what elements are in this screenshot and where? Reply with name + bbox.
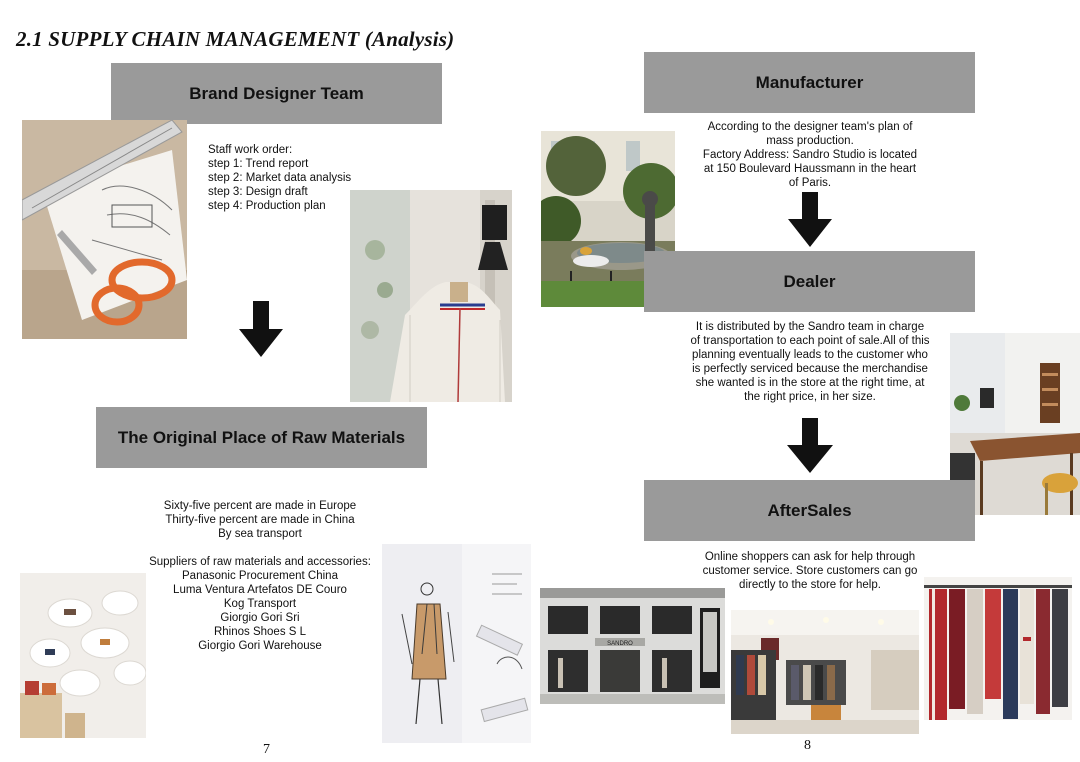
brand-designer-team-box <box>111 63 442 124</box>
accessories-shelf-photo <box>20 573 146 738</box>
manufacturer-line-4: at 150 Boulevard Haussmann in the heart <box>703 163 917 175</box>
page-title: 2.1 SUPPLY CHAIN MANAGEMENT (Analysis) <box>16 27 455 51</box>
dealer-line-3: planning eventually leads to the customer who <box>692 349 928 361</box>
down-arrow-icon <box>239 301 283 357</box>
manufacturer-line-1: According to the designer team's plan of <box>707 121 913 133</box>
manufacturer-box <box>644 52 975 113</box>
dealer-box <box>644 251 975 312</box>
origin-line-2: Thirty-five percent are made in China <box>165 514 355 526</box>
staff-step-2: step 2: Market data analysis <box>208 172 352 184</box>
fashion-sketch-photo <box>382 544 531 743</box>
aftersales-text <box>680 550 940 592</box>
store-interior-photo <box>731 610 919 734</box>
brand-designer-team-label: Brand Designer Team <box>189 83 364 103</box>
mannequin-photo <box>350 190 512 402</box>
store-sign-label: SANDRO <box>607 641 633 647</box>
aftersales-label: AfterSales <box>767 500 852 520</box>
aftersales-line-2: customer service. Store customers can go <box>702 565 918 577</box>
manufacturer-line-3: Factory Address: Sandro Studio is located <box>702 149 918 161</box>
dealer-line-5: she wanted is in the store at the right time, at <box>695 377 925 389</box>
clothing-rack-photo <box>924 577 1072 720</box>
origin-line-3: By sea transport <box>218 528 302 540</box>
manufacturer-text <box>680 120 940 190</box>
aftersales-line-1: Online shoppers can ask for help through <box>704 551 916 563</box>
page-number-right: 8 <box>804 738 811 753</box>
raw-materials-label: The Original Place of Raw Materials <box>117 427 406 447</box>
origin-line-1: Sixty-five percent are made in Europe <box>163 500 357 512</box>
origin-text <box>130 499 390 653</box>
dealer-line-1: It is distributed by the Sandro team in charge <box>695 321 925 333</box>
supplier-2: Luma Ventura Artefatos DE Couro <box>173 584 347 596</box>
dealer-line-6: the right price, in her size. <box>744 391 876 403</box>
sketch-tools-photo <box>22 120 187 339</box>
staff-step-1: step 1: Trend report <box>208 158 309 170</box>
dealer-line-2: of transportation to each point of sale.All of this <box>690 335 930 347</box>
down-arrow-icon <box>788 192 832 247</box>
manufacturer-line-5: of Paris. <box>788 177 832 189</box>
aftersales-line-3: directly to the store for help. <box>739 579 881 591</box>
manufacturer-line-2: mass production. <box>766 135 854 147</box>
supplier-1: Panasonic Procurement China <box>182 570 338 582</box>
supplier-5: Rhinos Shoes S L <box>213 626 307 638</box>
supplier-3: Kog Transport <box>223 598 297 610</box>
manufacturer-label: Manufacturer <box>755 72 864 92</box>
dealer-line-4: is perfectly serviced because the merchandise <box>692 363 928 375</box>
staff-work-order-heading: Staff work order: <box>208 144 293 156</box>
down-arrow-icon <box>787 418 833 473</box>
raw-materials-box <box>96 407 427 468</box>
suppliers-heading: Suppliers of raw materials and accessories: <box>149 556 371 568</box>
store-front-photo <box>540 588 725 704</box>
staff-step-3: step 3: Design draft <box>208 186 308 198</box>
staff-step-4: step 4: Production plan <box>208 200 326 212</box>
supplier-6: Giorgio Gori Warehouse <box>198 640 322 652</box>
aftersales-box <box>644 480 975 541</box>
page-number-left: 7 <box>263 742 270 757</box>
dealer-text <box>670 320 950 404</box>
dealer-label: Dealer <box>783 271 836 291</box>
supplier-4: Giorgio Gori Sri <box>220 612 300 624</box>
